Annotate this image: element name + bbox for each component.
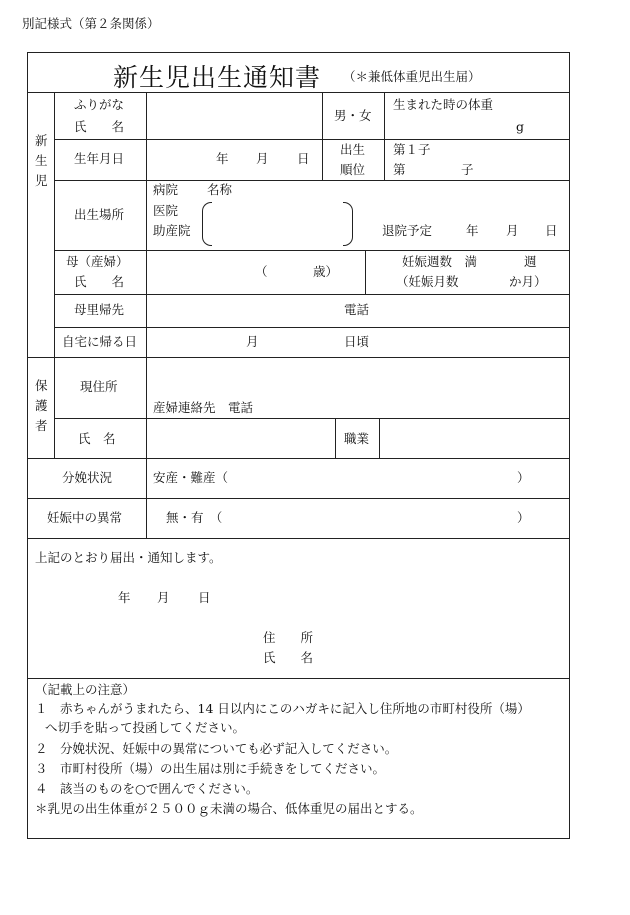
birth-order-label: 出生 (340, 142, 366, 157)
dob-label: 生年月日 (74, 151, 125, 166)
note-item: １ 赤ちゃんがうまれたら、14 日以内にこのハガキに記入し住所地の市町村役所（場） (35, 701, 530, 716)
declaration-day: 日 (198, 590, 211, 605)
dob-year: 年 (216, 151, 229, 166)
section-char: 保 (35, 378, 48, 393)
newborn-name-field[interactable] (147, 93, 322, 139)
occupation-field[interactable] (380, 419, 569, 458)
guardian-name-label: 氏 名 (78, 431, 116, 446)
facility-midwife[interactable]: 助産院 (153, 223, 191, 238)
birth-order-nth: 第 (393, 162, 406, 177)
pregnancy-close: ） (517, 510, 530, 525)
birthplace-label: 出生場所 (74, 207, 125, 222)
declaration-text: 上記のとおり届出・通知します。 (35, 550, 222, 565)
note-item: ３ 市町村役所（場）の出生届は別に手続きをしてください。 (35, 761, 386, 776)
current-address-label: 現住所 (80, 379, 118, 394)
mother-label: 母（産婦） (66, 254, 129, 269)
declaration-month: 月 (157, 590, 170, 605)
right-bracket (343, 202, 353, 246)
facility-hospital[interactable]: 病院 (153, 182, 179, 197)
gestation-weeks-label: 妊娠週数 満 (402, 254, 478, 269)
guardian-name-field[interactable] (147, 419, 335, 458)
contact-phone-label: 産婦連絡先 電話 (153, 400, 254, 415)
note-item: ４ 該当のものを○で囲んでください。 (35, 781, 259, 796)
form-title: 新生児出生通知書 (113, 63, 322, 92)
section-char: 生 (35, 153, 48, 168)
mother-name-label: 氏 名 (74, 274, 125, 289)
return-day-approx: 日頃 (344, 334, 370, 349)
facility-name-field[interactable] (212, 203, 342, 243)
birth-order-child: 子 (461, 162, 474, 177)
gestation-months-unit: か月） (509, 274, 547, 289)
gestation-months-label: （妊娠月数 (396, 274, 459, 289)
return-home-label: 自宅に帰る日 (62, 334, 138, 349)
form-style-note: 別記様式（第２条関係） (22, 16, 160, 31)
dob-month: 月 (256, 151, 269, 166)
facility-clinic[interactable]: 医院 (153, 203, 179, 218)
maternal-home-phone-label: 電話 (344, 302, 370, 317)
note-item: ２ 分娩状況、妊娠中の異常についても必ず記入してください。 (35, 741, 398, 756)
delivery-close: ） (517, 470, 530, 485)
sex-options[interactable]: 男・女 (334, 108, 372, 123)
birth-weight-label: 生まれた時の体重 (393, 97, 494, 112)
furigana-label: ふりがな (74, 97, 125, 112)
delivery-label: 分娩状況 (62, 470, 113, 485)
facility-name-label: 名称 (207, 182, 233, 197)
discharge-month: 月 (506, 223, 519, 238)
declarant-address-label: 住 所 (263, 630, 314, 645)
dob-day: 日 (297, 151, 310, 166)
birth-weight-unit: g (516, 119, 525, 134)
section-char: 護 (35, 398, 48, 413)
pregnancy-abnormality-label: 妊娠中の異常 (47, 510, 123, 525)
occupation-label: 職業 (344, 431, 370, 446)
section-char: 者 (35, 418, 48, 433)
age-close: 歳） (313, 264, 339, 279)
age-open: （ (255, 264, 268, 279)
discharge-label: 退院予定 (382, 223, 433, 238)
declarant-name-label: 氏 名 (263, 650, 314, 665)
birth-order-label: 順位 (340, 162, 366, 177)
section-char: 児 (35, 173, 48, 188)
discharge-year: 年 (466, 223, 479, 238)
newborn-name-label: 氏 名 (74, 119, 125, 134)
maternal-home-label: 母里帰先 (74, 302, 125, 317)
delivery-options[interactable]: 安産・難産（ (153, 470, 229, 485)
birth-order-first[interactable]: 第１子 (393, 142, 431, 157)
notes-heading: （記載上の注意） (35, 682, 136, 697)
section-char: 新 (35, 133, 48, 148)
note-item: へ切手を貼って投函してください。 (45, 720, 246, 735)
gestation-weeks-unit: 週 (524, 254, 537, 269)
pregnancy-options[interactable]: 無・有 （ (166, 510, 223, 525)
note-item: ＊乳児の出生体重が２５００ｇ未満の場合、低体重児の届出とする。 (35, 801, 423, 816)
form-subtitle: （＊兼低体重児出生届） (343, 69, 481, 84)
declaration-year: 年 (118, 590, 131, 605)
left-bracket (202, 202, 212, 246)
discharge-day: 日 (545, 223, 558, 238)
return-month: 月 (246, 334, 259, 349)
